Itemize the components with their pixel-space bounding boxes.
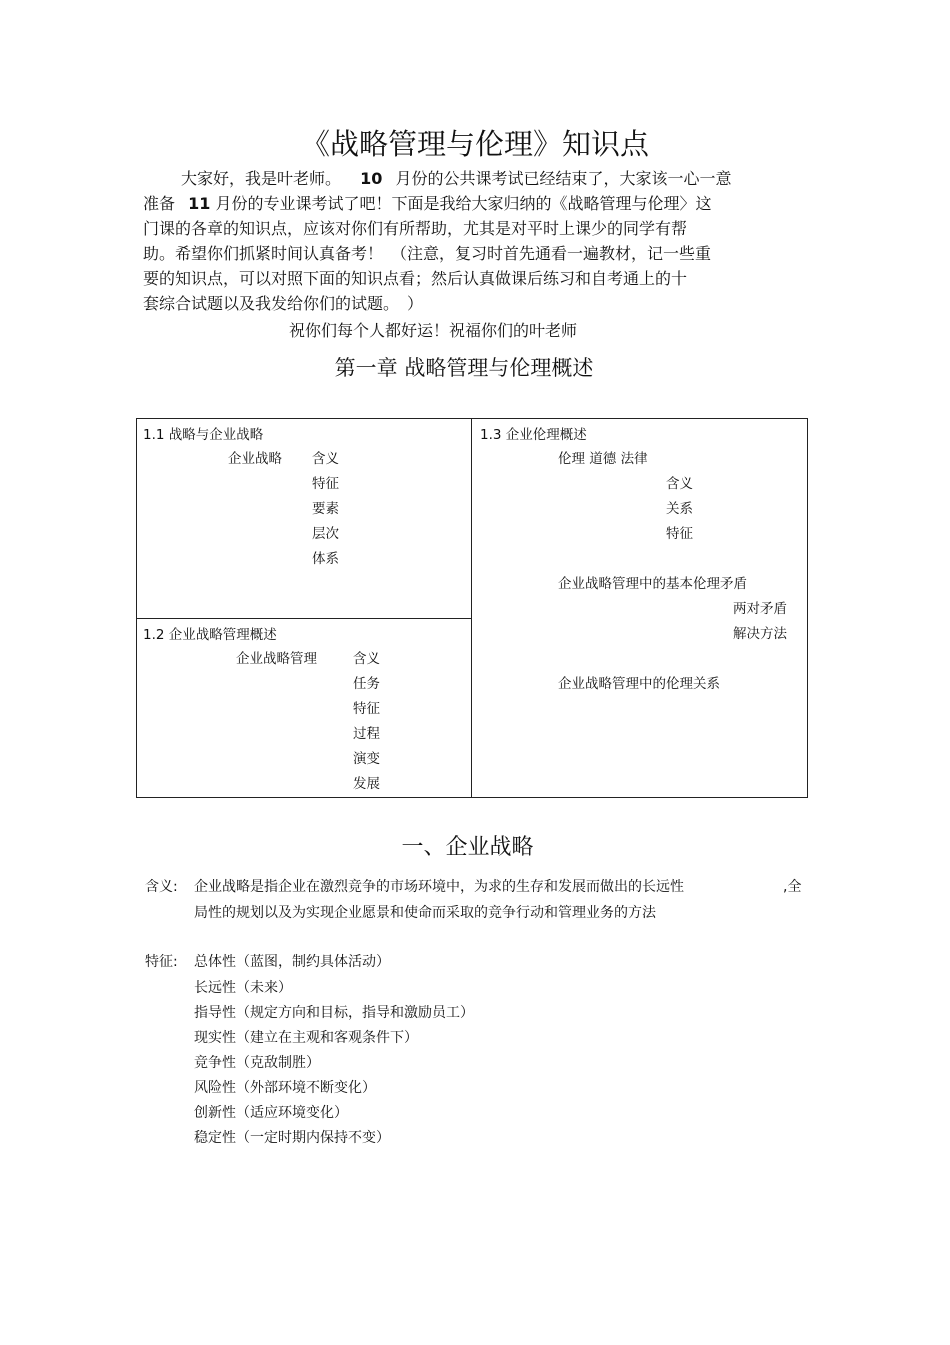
feature-item: 竞争性（克敌制胜） [194,1055,320,1071]
definition-text-2: 局性的规划以及为实现企业愿景和使命而采取的竞争行动和管理业务的方法 [194,905,656,921]
intro-line-1 [181,166,731,191]
definition-label: 含义: [145,879,178,895]
wish-line: 祝你们每个人都好运！祝福你们的叶老师 [289,321,578,340]
feature-item: 创新性（适应环境变化） [194,1105,348,1121]
definition-text-tail: ,全 [783,879,802,895]
section-1-3-item: 含义 [666,476,693,492]
feature-item: 现实性（建立在主观和客观条件下） [194,1030,418,1046]
intro-text: 月份的公共课考试已经结束了，大家该一心一意 [395,169,732,188]
intro-number: 11 [188,194,211,213]
table-divider-horizontal [136,618,472,619]
intro-line-3: 门课的各章的知识点，应该对你们有所帮助，尤其是对平时上课少的同学有帮 [143,219,688,238]
section-1-3-item: 特征 [666,526,693,542]
section-1-2-item: 过程 [353,726,380,742]
section-1-2-topic: 企业战略管理 [236,651,317,667]
section-1-3-item: 关系 [666,501,693,517]
section-1-1-item: 含义 [312,451,339,467]
feature-item: 指导性（规定方向和目标，指导和激励员工） [194,1005,474,1021]
section-1-1-topic: 企业战略 [228,451,282,467]
outline-table [136,418,808,798]
section-1-1-item: 要素 [312,501,339,517]
table-divider-vertical [471,418,472,798]
feature-item: 总体性（蓝图，制约具体活动） [194,954,390,970]
section-1-2-item: 演变 [353,751,380,767]
intro-line-2 [143,191,711,216]
section-1-2-heading: 1.2 企业战略管理概述 [143,627,277,643]
feature-item: 稳定性（一定时期内保持不变） [194,1130,390,1146]
section-1-1-item: 体系 [312,551,339,567]
section-1-3-topic: 伦理 道德 法律 [558,451,648,467]
section-title: 一、企业战略 [401,835,534,860]
section-1-2-item: 任务 [353,676,380,692]
document-title: 《战略管理与伦理》知识点 [300,127,649,161]
chapter-title: 第一章 战略管理与伦理概述 [334,356,594,380]
section-1-1-item: 层次 [312,526,339,542]
intro-text: 准备 [143,194,176,213]
intro-text: 大家好，我是叶老师。 [181,169,342,188]
intro-line-6: 套综合试题以及我发给你们的试题。 ） [143,294,424,313]
section-1-2-item: 含义 [353,651,380,667]
intro-text: 月份的专业课考试了吧！下面是我给大家归纳的《战略管理与伦理〉这 [215,194,712,213]
intro-line-5: 要的知识点，可以对照下面的知识点看；然后认真做课后练习和自考通上的十 [143,269,688,288]
section-1-3-heading: 1.3 企业伦理概述 [480,427,587,443]
section-1-3-conflict-item: 解决方法 [733,626,787,642]
section-1-3-conflict-item: 两对矛盾 [733,601,787,617]
section-1-3-conflict: 企业战略管理中的基本伦理矛盾 [558,576,747,592]
features-label: 特征: [145,954,178,970]
section-1-2-item: 特征 [353,701,380,717]
section-1-2-item: 发展 [353,776,380,792]
intro-number: 10 [360,169,383,188]
section-1-1-item: 特征 [312,476,339,492]
intro-line-4: 助。希望你们抓紧时间认真备考！ （注意，复习时首先通看一遍教材，记一些重 [143,244,712,263]
definition-text-1: 企业战略是指企业在激烈竞争的市场环境中，为求的生存和发展而做出的长远性 [194,879,684,895]
feature-item: 长远性（未来） [194,980,292,996]
feature-item: 风险性（外部环境不断变化） [194,1080,376,1096]
section-1-1-heading: 1.1 战略与企业战略 [143,427,264,443]
section-1-3-relation: 企业战略管理中的伦理关系 [558,676,720,692]
